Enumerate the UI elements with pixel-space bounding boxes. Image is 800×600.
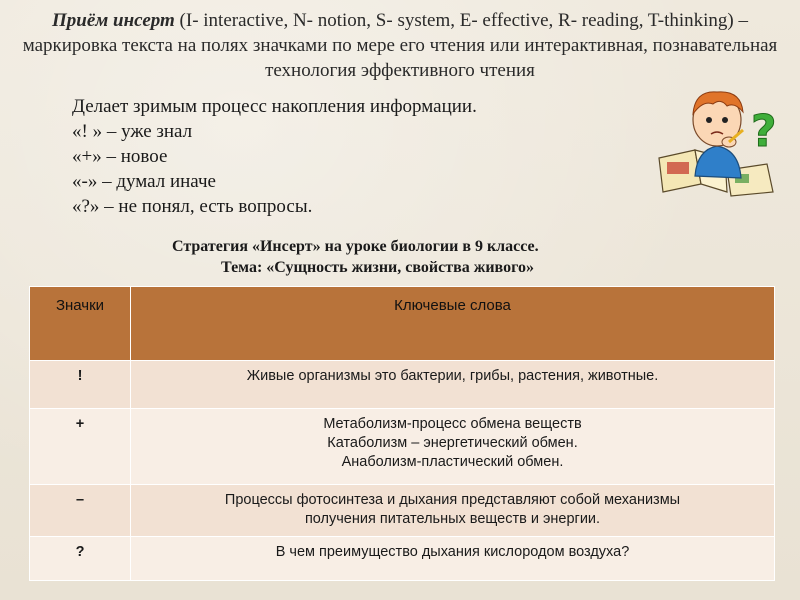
row-symbol: ? xyxy=(30,537,131,581)
heading xyxy=(18,8,782,83)
intro-line: «+» – новое xyxy=(72,146,168,167)
intro-line: «?» – не понял, есть вопросы. xyxy=(72,196,313,217)
row-symbol: – xyxy=(30,485,131,537)
row-symbol: + xyxy=(30,409,131,485)
boy-thinking-illustration xyxy=(655,80,785,200)
heading-lead: Приём инсерт xyxy=(51,10,175,31)
keyword-line: Анаболизм-пластический обмен. xyxy=(341,454,564,470)
row-symbol: ! xyxy=(30,361,131,409)
subtitle-line2: Тема: «Сущность жизни, свойства живого» xyxy=(221,259,534,276)
header-symbols: Значки xyxy=(30,287,131,361)
row-keywords xyxy=(131,485,775,537)
svg-text:?: ? xyxy=(751,106,777,157)
row-keywords xyxy=(131,361,775,409)
keyword-line: В чем преимущество дыхания кислородом воздуха? xyxy=(275,544,630,560)
intro-line: «! » – уже знал xyxy=(72,121,193,142)
table-row xyxy=(30,409,775,485)
table-header-row xyxy=(30,287,775,361)
insert-table xyxy=(29,286,775,581)
table-row xyxy=(30,485,775,537)
table-row xyxy=(30,537,775,581)
keyword-line: получения питательных веществ и энергии. xyxy=(304,511,601,527)
subtitle-line1: Стратегия «Инсерт» на уроке биологии в 9 классе. xyxy=(172,238,539,255)
keyword-line: Живые организмы это бактерии, грибы, растения, животные. xyxy=(246,368,659,384)
keyword-line: Процессы фотосинтеза и дыхания представляют собой механизмы xyxy=(224,492,681,508)
intro-list xyxy=(72,94,632,219)
keyword-line: Метаболизм-процесс обмена веществ xyxy=(323,416,582,432)
heading-description: (I- interactive, N- notion, S- system, E- effective, R- reading, T-thinking) – маркировка текста на полях значками по мере его чтения или интерактивная, познавательная технология эффективного чтения xyxy=(22,10,778,81)
header-keywords: Ключевые слова xyxy=(131,287,775,361)
keyword-line: Катаболизм – энергетический обмен. xyxy=(327,435,578,451)
intro-line: Делает зримым процесс накопления информации. xyxy=(72,96,477,117)
table-row xyxy=(30,361,775,409)
subtitle xyxy=(150,236,650,278)
row-keywords xyxy=(131,537,775,581)
row-keywords xyxy=(131,409,775,485)
intro-line: «-» – думал иначе xyxy=(72,171,216,192)
